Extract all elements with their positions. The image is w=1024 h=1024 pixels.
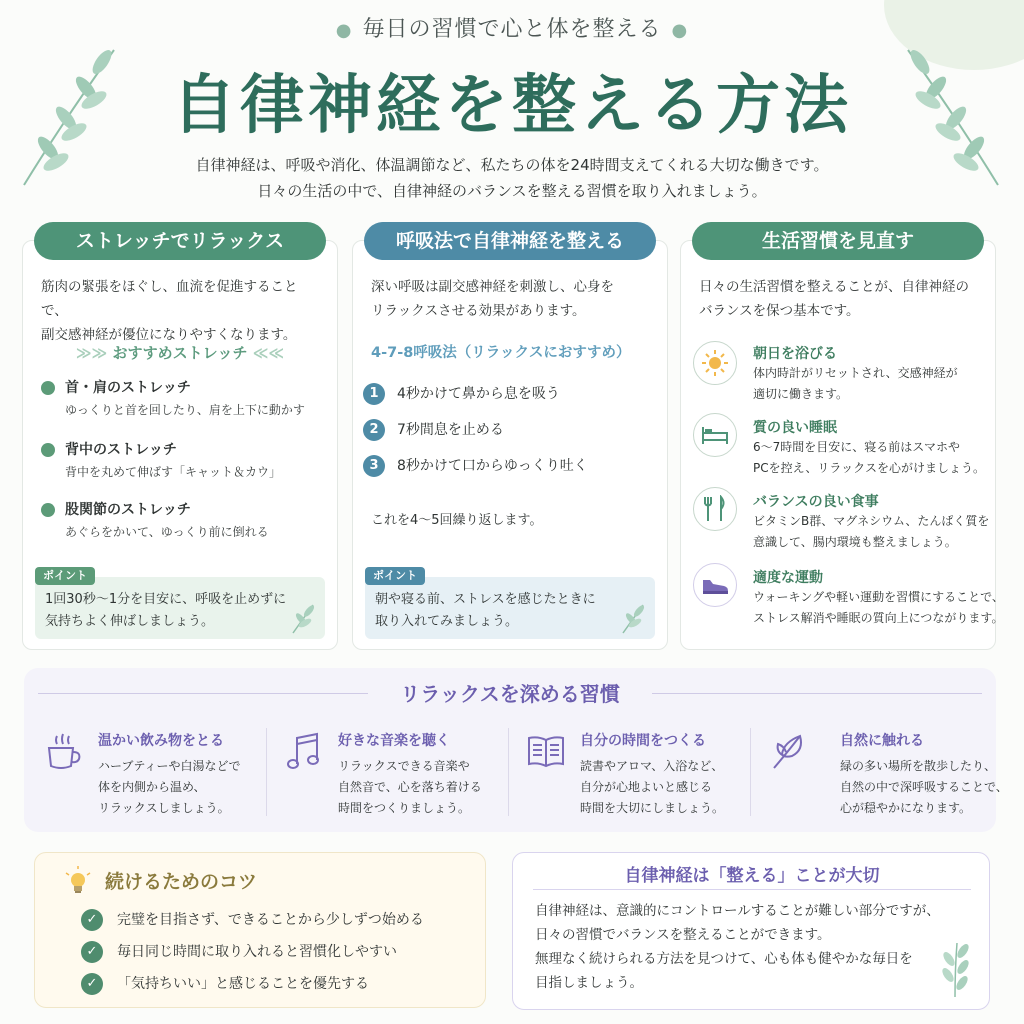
point-line: 朝や寝る前、ストレスを感じたときに (375, 592, 596, 607)
desc-line: 自然音で、心を落ち着ける (338, 780, 482, 794)
lifestyle-card (680, 240, 1004, 650)
relax-item-title: 自分の時間をつくる (580, 733, 706, 749)
bed-icon (693, 413, 737, 457)
cup-icon (42, 730, 86, 774)
relax-item-desc (338, 756, 482, 819)
stretch-point-box (35, 569, 325, 639)
desc-line: リラックスできる音楽や (338, 759, 470, 773)
step-text: 8秒かけて口からゆっくり吐く (397, 458, 588, 474)
fork-knife-icon (693, 487, 737, 531)
core-message-card (512, 852, 990, 1010)
intro-text (0, 152, 1024, 204)
desc-line: リラックスしましょう。 (98, 801, 230, 815)
desc-line: 読書やアロマ、入浴など、 (580, 759, 724, 773)
desc-line: 日々の生活習慣を整えることが、自律神経の (699, 279, 969, 295)
sprig-icon (289, 601, 317, 635)
desc-line: PCを控え、リラックスを心がけましょう。 (753, 461, 985, 475)
point-line: 1回30秒〜1分を目安に、呼吸を止めずに (45, 592, 287, 607)
leaf-arrow-icon: ≫≫ (75, 344, 113, 362)
point-line: 取り入れてみましょう。 (375, 614, 519, 629)
desc-line: 意識して、腸内環境も整えましょう。 (753, 535, 957, 549)
desc-line: 自分が心地よいと感じる (580, 780, 713, 794)
sprig-icon (619, 601, 647, 635)
check-icon: ✓ (81, 973, 103, 995)
life-desc (753, 511, 989, 553)
breathing-desc (353, 275, 667, 323)
life-title: バランスの良い食事 (753, 494, 879, 510)
breathing-heading: 呼吸法で自律神経を整える (364, 222, 656, 260)
bullet-icon (41, 503, 55, 517)
desc-line: 適切に働きます。 (753, 387, 849, 401)
stretch-subheading (23, 341, 337, 365)
divider (533, 889, 971, 890)
desc-line: 深い呼吸は副交感神経を刺激し、心身を (371, 279, 614, 295)
stretch-heading: ストレッチでリラックス (34, 222, 326, 260)
desc-line: バランスを保つ基本です。 (699, 303, 860, 319)
item-title: 股関節のストレッチ (65, 502, 191, 518)
desc-line: 自然の中で深呼吸することで、 (840, 780, 1008, 794)
divider (266, 728, 267, 816)
item-desc: あぐらをかいて、ゆっくり前に倒れる (65, 525, 269, 539)
step-text: 7秒間息を止める (397, 422, 504, 438)
breathing-step (363, 455, 653, 479)
point-line: 気持ちよく伸ばしましょう。 (45, 614, 215, 629)
sun-icon (693, 341, 737, 385)
relax-item-desc (580, 756, 724, 819)
lightbulb-icon (63, 865, 93, 897)
breathing-card (352, 240, 668, 650)
item-title: 首・肩のストレッチ (65, 380, 191, 396)
check-icon: ✓ (81, 941, 103, 963)
core-text (535, 899, 940, 995)
tips-heading: 続けるためのコツ (105, 871, 258, 893)
step-text: 4秒かけて鼻から息を吸う (397, 386, 560, 402)
step-number: 2 (363, 419, 385, 441)
desc-line: 6〜7時間を目安に、寝る前はスマホや (753, 440, 961, 454)
core-heading: 自律神経は「整える」ことが大切 (624, 866, 880, 886)
dot-icon: ● (671, 20, 689, 41)
point-text (375, 589, 596, 633)
check-icon: ✓ (81, 909, 103, 931)
page-title: 自律神経を整える方法 (172, 68, 852, 143)
relax-section (24, 668, 1008, 832)
item-desc: ゆっくりと首を回したり、肩を上下に動かす (65, 403, 305, 417)
relax-item-desc (98, 756, 240, 819)
leaf-icon (766, 730, 810, 774)
relax-heading: リラックスを深める習慣 (400, 682, 620, 706)
relax-item (512, 726, 748, 822)
divider (508, 728, 509, 816)
core-line: 目指しましょう。 (535, 975, 643, 991)
shoe-icon (693, 563, 737, 607)
music-icon (282, 730, 326, 774)
life-desc (753, 587, 1004, 629)
life-desc (753, 363, 958, 405)
tips-card (34, 852, 486, 1008)
core-line: 日々の習慣でバランスを整えることができます。 (535, 927, 831, 943)
life-desc (753, 437, 985, 479)
relax-item-desc (840, 756, 1008, 819)
core-line: 自律神経は、意識的にコントロールすることが難しい部分ですが、 (535, 903, 940, 919)
subtitle-text: 毎日の習慣で心と体を整える (362, 17, 662, 42)
desc-line: 筋肉の緊張をほぐし、血流を促進することで、 (41, 279, 298, 319)
life-title: 適度な運動 (753, 570, 823, 586)
breathing-point-box (365, 569, 655, 639)
desc-line: 体を内側から温め、 (98, 780, 206, 794)
tip-text: 「気持ちいい」と感じることを優先する (117, 976, 369, 992)
point-tag: ポイント (365, 567, 425, 585)
lifestyle-heading: 生活習慣を見直す (692, 222, 984, 260)
breathing-step (363, 383, 653, 407)
desc-line: ストレス解消や睡眠の質向上につながります。 (753, 611, 1004, 625)
relax-item (30, 726, 266, 822)
stretch-desc (23, 275, 337, 347)
desc-line: 心が穏やかになります。 (840, 801, 972, 815)
intro-line: 自律神経は、呼吸や消化、体温調節など、私たちの体を24時間支えてくれる大切な働きです。 (195, 156, 829, 174)
point-text (45, 589, 286, 633)
item-title: 背中のストレッチ (65, 442, 177, 458)
life-title: 朝日を浴びる (753, 346, 837, 362)
point-tag: ポイント (35, 567, 95, 585)
stretch-card (22, 240, 338, 650)
desc-line: ウォーキングや軽い運動を習慣にすることで、 (753, 590, 1004, 604)
breathing-step (363, 419, 653, 443)
desc-line: 体内時計がリセットされ、交感神経が (753, 366, 958, 380)
dot-icon: ● (335, 20, 353, 41)
desc-line: ハーブティーや白湯などで (98, 759, 241, 773)
desc-line: リラックスさせる効果があります。 (371, 303, 586, 319)
relax-item-title: 好きな音楽を聴く (338, 733, 450, 749)
step-number: 3 (363, 455, 385, 477)
leaf-arrow-icon: ≪≪ (247, 344, 285, 362)
book-icon (524, 730, 568, 774)
life-title: 質の良い睡眠 (753, 420, 837, 436)
desc-line: 時間を大切にしましょう。 (580, 801, 725, 815)
repeat-text: これを4〜5回繰り返します。 (371, 513, 543, 528)
desc-line: 副交感神経が優位になりやすくなります。 (41, 327, 297, 343)
lifestyle-desc (681, 275, 995, 323)
bullet-icon (41, 381, 55, 395)
page-subtitle (0, 12, 1024, 43)
tip-text: 毎日同じ時間に取り入れると習慣化しやすい (117, 944, 397, 960)
relax-item (754, 726, 1008, 822)
step-number: 1 (363, 383, 385, 405)
method-title: 4-7-8呼吸法（リラックスにおすすめ） (371, 345, 631, 361)
relax-item-title: 自然に触れる (840, 733, 924, 749)
core-line: 無理なく続けられる方法を見つけて、心も体も健やかな毎日を (535, 951, 913, 967)
desc-line: ビタミンB群、マグネシウム、たんぱく質を (753, 514, 990, 528)
relax-item-title: 温かい飲み物をとる (98, 733, 224, 749)
divider (750, 728, 751, 816)
sprig-icon (935, 939, 975, 999)
subheading-text: おすすめストレッチ (112, 344, 248, 362)
tip-text: 完璧を目指さず、できることから少しずつ始める (117, 912, 424, 928)
relax-item (270, 726, 506, 822)
item-desc: 背中を丸めて伸ばす「キャット＆カウ」 (65, 465, 282, 479)
intro-line: 日々の生活の中で、自律神経のバランスを整える習慣を取り入れましょう。 (257, 182, 767, 200)
bullet-icon (41, 443, 55, 457)
desc-line: 時間をつくりましょう。 (338, 801, 471, 815)
desc-line: 緑の多い場所を散歩したり、 (840, 759, 997, 773)
